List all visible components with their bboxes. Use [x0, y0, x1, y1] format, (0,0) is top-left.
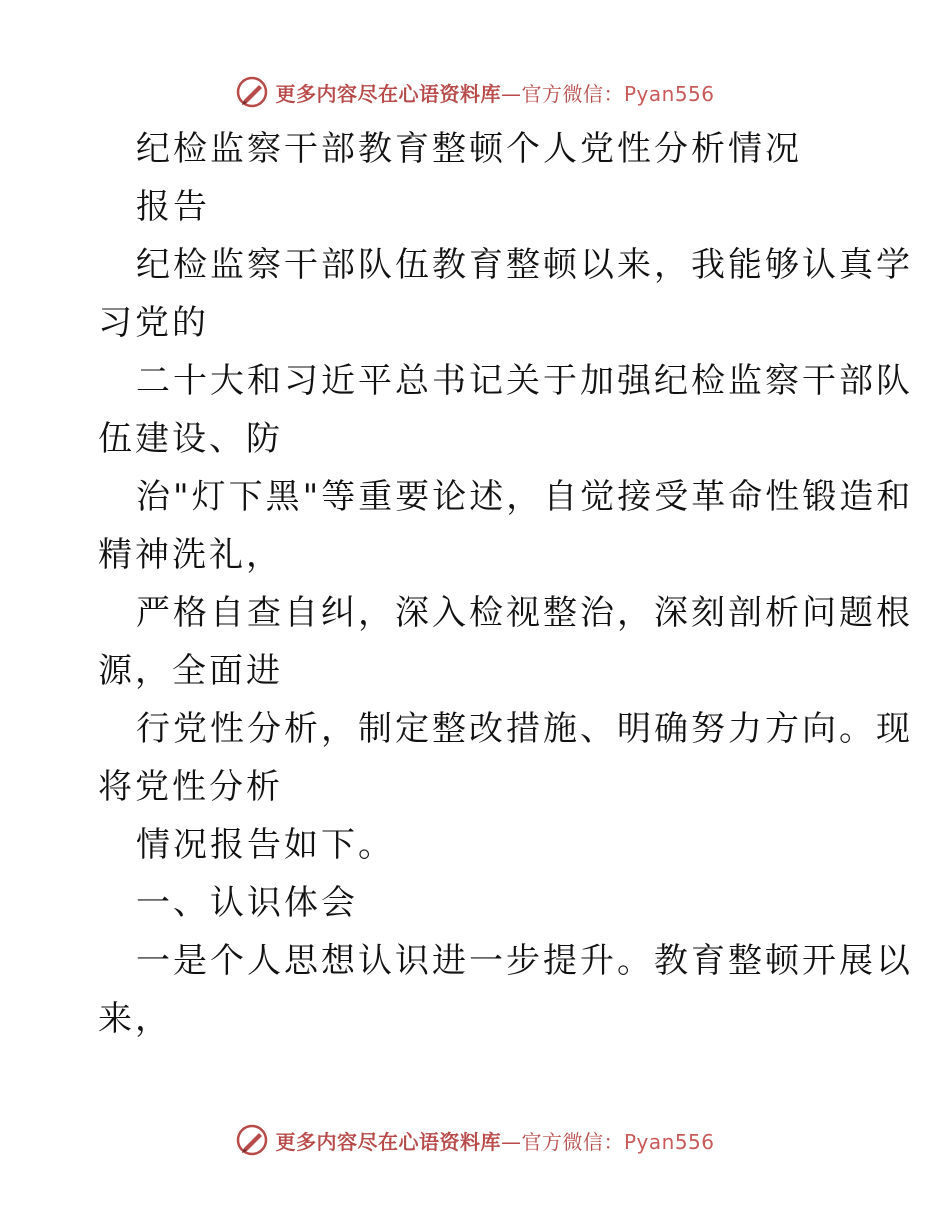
- watermark-separator: —: [500, 1129, 522, 1154]
- document-line: 精神洗礼，: [98, 535, 283, 575]
- pen-logo-icon: [235, 75, 269, 109]
- watermark-text: [275, 1126, 714, 1155]
- document-line: 情况报告如下。: [136, 825, 395, 865]
- document-line: 治"灯下黑"等重要论述，自觉接受革命性锻造和: [136, 477, 914, 517]
- document-line: 报告: [136, 187, 210, 227]
- watermark-footer: [0, 1118, 950, 1162]
- document-line: 一、认识体会: [136, 883, 358, 923]
- document-line: 纪检监察干部教育整顿个人党性分析情况: [136, 129, 802, 169]
- document-line: 二十大和习近平总书记关于加强纪检监察干部队: [136, 361, 913, 401]
- watermark-wechat-label: 官方微信：: [521, 1129, 624, 1154]
- document-body: [98, 120, 914, 1048]
- document-line: 源，全面进: [98, 651, 283, 691]
- document-line: 来，: [98, 999, 172, 1039]
- document-line: 严格自查自纠，深入检视整治，深刻剖析问题根: [136, 593, 913, 633]
- document-line: 将党性分析: [98, 767, 283, 807]
- watermark-title: 更多内容尽在心语资料库: [275, 1129, 501, 1154]
- watermark-separator: —: [500, 81, 522, 106]
- watermark-text: [275, 78, 714, 107]
- watermark-title: 更多内容尽在心语资料库: [275, 81, 501, 106]
- document-line: 一是个人思想认识进一步提升。教育整顿开展以: [136, 941, 913, 981]
- document-line: 伍建设、防: [98, 419, 283, 459]
- pen-logo-icon: [235, 1123, 269, 1157]
- document-line: 行党性分析，制定整改措施、明确努力方向。现: [136, 709, 913, 749]
- watermark-wechat-id: Pyan556: [623, 81, 715, 106]
- watermark-wechat-id: Pyan556: [623, 1129, 715, 1154]
- watermark-header: [0, 70, 950, 114]
- watermark-wechat-label: 官方微信：: [521, 81, 624, 106]
- document-line: 习党的: [98, 303, 209, 343]
- document-line: 纪检监察干部队伍教育整顿以来，我能够认真学: [136, 245, 913, 285]
